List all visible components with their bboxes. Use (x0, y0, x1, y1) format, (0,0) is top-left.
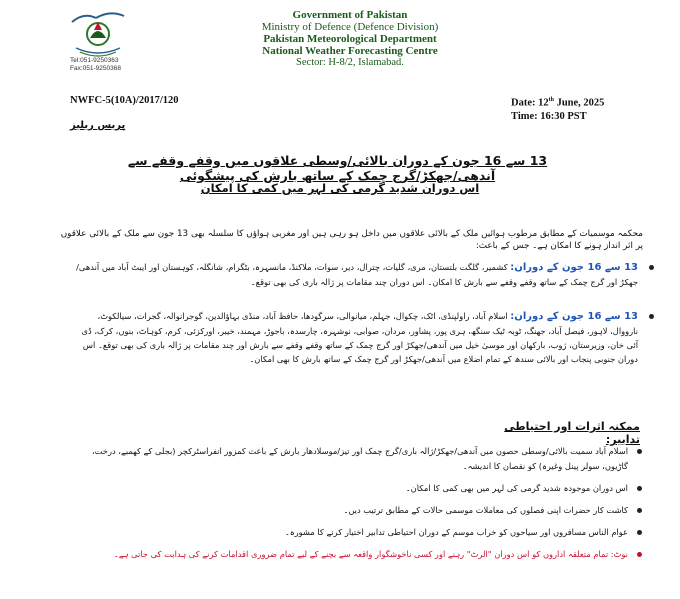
headline: 13 سے 16 جون کے دوران بالائی/وسطی علاقوں میں وقفے وقفے سے آندھی/جھکڑ/گرج چمک کے ساتھ بارش کی پیشگوئی (127, 153, 548, 183)
issue-time: Time: 16:30 PST (511, 110, 587, 122)
letterhead-government: Government of Pakistan (292, 9, 408, 21)
press-release-label: پریس ریلیز (70, 120, 126, 131)
letterhead-ministry: Ministry of Defence (Defence Division) (261, 21, 439, 33)
precaution-item: اس دوران موجودہ شدید گرمی کی لہر میں بھی کمی کا امکان۔ (70, 481, 628, 496)
contact-numbers (70, 57, 121, 73)
fax: Fax:051-9250368 (70, 65, 121, 72)
forecast-item (70, 260, 640, 289)
forecast-text: کشمیر، گلگت بلتستان، مری، گلیات، چترال، دیر، سوات، ملاکنڈ، مانسہرہ، بٹگرام، شانگلہ، کوہستان اور ایبٹ آباد میں آندھی/جھکڑ اور گرج چمک کے ساتھ وقفے وقفے سے بارش کا امکان۔ اس دوران چند مقامات پر ژالہ باری کی بھی توقع۔ (76, 262, 638, 287)
precaution-item: کاشت کار حضرات اپنی فصلوں کی معاملات موسمی حالات کے مطابق ترتیب دیں۔ (70, 503, 628, 518)
letterhead (200, 9, 500, 69)
forecast-list-1 (70, 260, 640, 289)
forecast-date-range: 13 سے 16 جون کے دوران: (510, 311, 638, 322)
letterhead-address: Sector: H-8/2, Islamabad. (296, 57, 404, 68)
precaution-item: عوام الناس مسافروں اور سیاحوں کو خراب موسم کے دوران احتیاطی تدابیر اختیار کرنے کا مشورہ۔ (70, 525, 628, 540)
telephone: Tel:051-9250363 (70, 57, 119, 64)
precautions-heading: ممکنہ اثرات اور احتیاطی تدابیر: (504, 420, 640, 446)
forecast-text: اسلام آباد، راولپنڈی، اٹک، چکوال، جہلم، میانوالی، سرگودھا، حافظ آباد، منڈی بہاؤالدین، گوجرانوالہ، گجرات، سیالکوٹ، نارووال، لاہور، فیصل آباد، جھنگ، ٹوبہ ٹیک سنگھ، ہری پور، پشاور، مردان، صوابی، نوشہرہ، چارسدہ، باجوڑ، مہمند، خیبر، اورکزئی، کرم، کوہاٹ، بنوں، کرک، ڈی آئی خان، وزیرستان، ژوب، بارکھان اور موسیٰ خیل میں آندھی/جھکڑ اور گرج چمک کے ساتھ وقفے وقفے سے بارش اور چند مقامات پر ژالہ باری کی بھی توقع۔ اس دوران جنوبی پنجاب اور بالائی سندھ کے تمام اضلاع میں آندھی/جھکڑ اور گرج چمک کے ساتھ بارش کا بھی امکان۔ (81, 311, 638, 364)
reference-number: NWFC-5(10A)/2017/120 (70, 95, 179, 106)
precautions-list (70, 444, 628, 569)
pmd-emblem-icon (66, 8, 130, 60)
precaution-item: اسلام آباد سمیت بالائی/وسطی حصوں میں آندھی/جھکڑ/ژالہ باری/گرج چمک اور تیز/موسلادھار بارش کے باعث کمزور انفراسٹرکچر (بجلی کے کھمبے، درخت، گاڑیوں، سولر پینل وغیرہ) کو نقصان کا اندیشہ۔ (70, 444, 628, 474)
issue-date: Date: 12th June, 2025 (511, 97, 605, 109)
letterhead-department: Pakistan Meteorological Department (263, 33, 437, 45)
letterhead-centre: National Weather Forecasting Centre (262, 45, 438, 57)
forecast-list-2 (70, 309, 640, 366)
forecast-item (70, 309, 640, 366)
advisory-note: نوٹ: تمام متعلقہ اداروں کو اس دوران "الرٹ" رہنے اور کسی ناخوشگوار واقعہ سے بچنے کے لیے تمام ضروری اقدامات کرنے کی ہدایت کی جاتی ہے۔ (70, 547, 628, 562)
subheadline: اس دوران شدید گرمی کی لہر میں کمی کا امکان (200, 181, 480, 195)
forecast-date-range: 13 سے 16 جون کے دوران: (510, 262, 638, 273)
date-time-block (511, 94, 604, 123)
intro-paragraph: محکمہ موسمیات کے مطابق مرطوب ہوائیں ملک کے بالائی علاقوں میں داخل ہو رہی ہیں اور مغربی ہواؤں کا سلسلہ بھی 13 جون سے ملک کے بالائی علاقوں پر اثر انداز ہونے کا امکان ہے۔ جس کے باعث: (60, 229, 643, 251)
